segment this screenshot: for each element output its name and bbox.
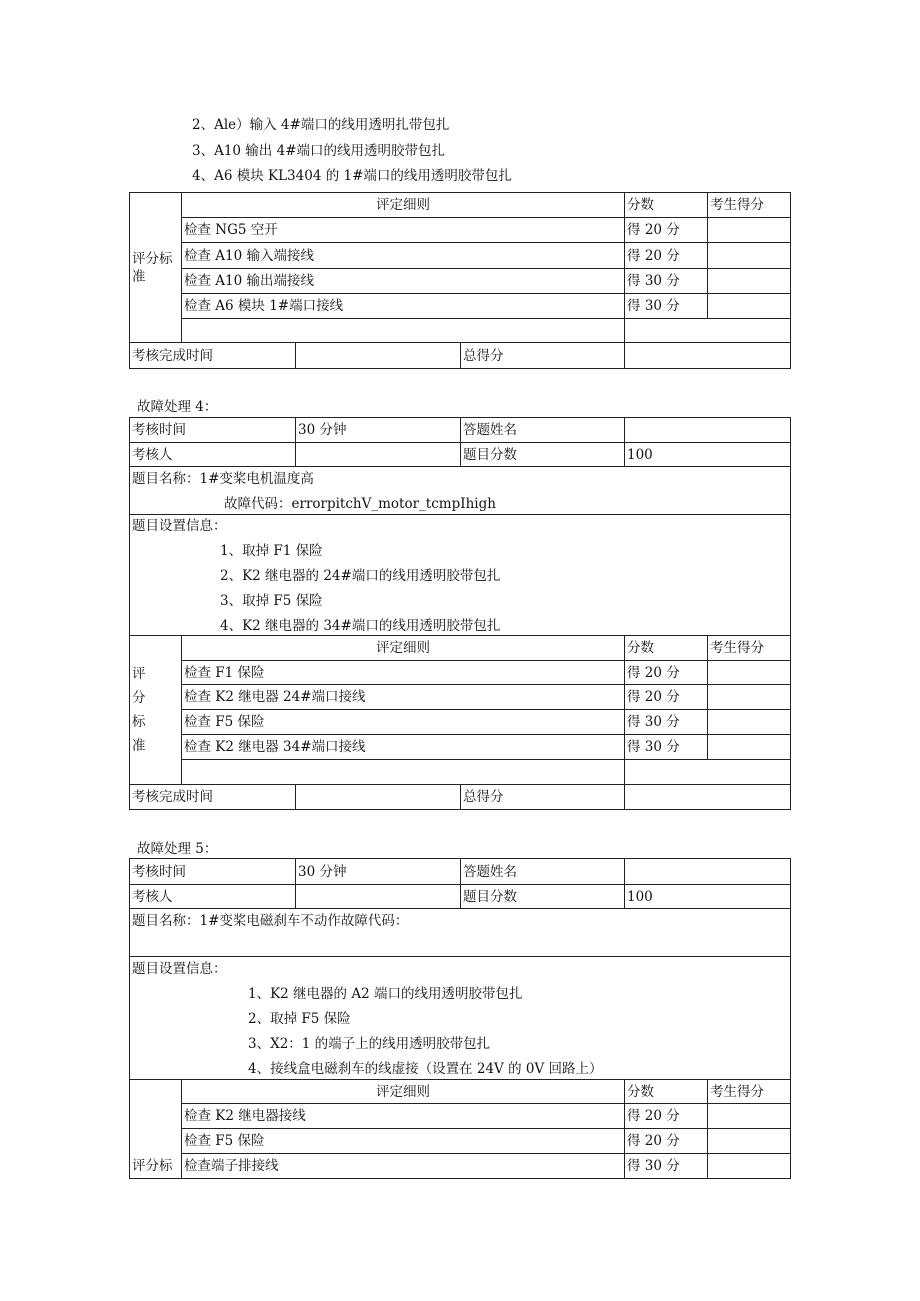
student-score-cell[interactable] [708, 735, 791, 760]
question-points-value: 100 [625, 443, 791, 467]
setup-info-label: 题目设置信息： [132, 961, 227, 977]
exam-time-value: 30 分钟 [296, 859, 461, 885]
intro-line-3: 3、A10 输出 4#端口的线用透明胶带包扎 [192, 143, 445, 159]
criteria-header: 评定细则 [182, 636, 625, 661]
criteria-score: 得 20 分 [625, 1104, 708, 1129]
criteria-item: 检查 A10 输入端接线 [182, 243, 625, 269]
empty-score-cell [625, 319, 791, 343]
empty-score-cell [625, 760, 791, 785]
intro-line-4: 4、A6 模块 KL3404 的 1#端口的线用透明胶带包扎 [192, 168, 512, 184]
fault-code: 故障代码：errorpitchV_motor_tcmpIhigh [224, 496, 496, 512]
criteria-item: 检查 F1 保险 [182, 661, 625, 685]
answer-name-value[interactable] [625, 859, 791, 885]
total-score-label: 总得分 [461, 343, 625, 369]
question-name-cell [130, 467, 791, 515]
criteria-item: 检查端子排接线 [182, 1154, 625, 1179]
examiner-value[interactable] [296, 443, 461, 467]
total-score-value[interactable] [625, 785, 791, 810]
student-score-cell[interactable] [708, 243, 791, 269]
question-points-value: 100 [625, 885, 791, 909]
question-name: 题目名称：1#变桨电磁刹车不动作故障代码： [132, 913, 409, 929]
criteria-item: 检查 A6 模块 1#端口接线 [182, 294, 625, 319]
criteria-item: 检查 K2 继电器接线 [182, 1104, 625, 1129]
points-header: 分数 [625, 1080, 708, 1104]
student-score-header: 考生得分 [708, 1080, 791, 1104]
setup-line: 4、接线盒电磁刹车的线虚接（设置在 24V 的 0V 回路上） [248, 1061, 603, 1077]
criteria-score: 得 20 分 [625, 1129, 708, 1154]
answer-name-value[interactable] [625, 418, 791, 443]
criteria-item: 检查 A10 输出端接线 [182, 269, 625, 294]
completion-time-value[interactable] [296, 785, 461, 810]
scoring-standard-label: 评 分 标 准 [130, 636, 182, 785]
student-score-cell[interactable] [708, 661, 791, 685]
scoring-standard-label-a: 评分标 [132, 250, 173, 267]
question-points-label: 题目分数 [461, 885, 625, 909]
scoring-table-1 [129, 192, 791, 369]
setup-line: 2、K2 继电器的 24#端口的线用透明胶带包扎 [220, 568, 501, 584]
student-score-cell[interactable] [708, 1129, 791, 1154]
points-header: 分数 [625, 193, 708, 218]
criteria-score: 得 30 分 [625, 294, 708, 319]
setup-info-cell [130, 515, 791, 636]
scoring-standard-label: 评分标 [130, 1080, 182, 1179]
student-score-cell[interactable] [708, 294, 791, 319]
student-score-cell[interactable] [708, 1104, 791, 1129]
points-header: 分数 [625, 636, 708, 661]
setup-line: 1、取掉 F1 保险 [220, 543, 323, 559]
criteria-item: 检查 K2 继电器 24#端口接线 [182, 685, 625, 710]
criteria-score: 得 20 分 [625, 218, 708, 243]
criteria-score: 得 20 分 [625, 243, 708, 269]
student-score-cell[interactable] [708, 1154, 791, 1179]
student-score-header: 考生得分 [708, 193, 791, 218]
scoring-standard-label-b: 准 [132, 268, 146, 285]
criteria-item: 检查 F5 保险 [182, 1129, 625, 1154]
setup-line: 4、K2 继电器的 34#端口的线用透明胶带包扎 [220, 618, 501, 634]
criteria-item: 检查 NG5 空开 [182, 218, 625, 243]
student-score-cell[interactable] [708, 685, 791, 710]
empty-criteria-row [182, 760, 625, 785]
exam-time-label: 考核时间 [130, 418, 296, 443]
exam-time-label: 考核时间 [130, 859, 296, 885]
fault5-info-table [129, 858, 791, 1179]
student-score-cell[interactable] [708, 710, 791, 735]
fault5-heading: 故障处理 5： [137, 841, 218, 857]
criteria-header: 评定细则 [182, 193, 625, 218]
setup-line: 3、X2：1 的端子上的线用透明胶带包扎 [248, 1036, 491, 1052]
fault4-info-table [129, 417, 791, 810]
criteria-item: 检查 F5 保险 [182, 710, 625, 735]
intro-line-2: 2、Ale）输入 4#端口的线用透明扎带包扎 [192, 117, 450, 133]
fault4-heading: 故障处理 4： [137, 399, 218, 415]
setup-line: 2、取掉 F5 保险 [248, 1011, 351, 1027]
criteria-score: 得 30 分 [625, 710, 708, 735]
scoring-standard-label [130, 193, 182, 343]
answer-name-label: 答题姓名 [461, 859, 625, 885]
criteria-score: 得 20 分 [625, 685, 708, 710]
criteria-header: 评定细则 [182, 1080, 625, 1104]
setup-line: 3、取掉 F5 保险 [220, 593, 323, 609]
completion-time-label: 考核完成时间 [130, 785, 296, 810]
criteria-score: 得 30 分 [625, 1154, 708, 1179]
criteria-score: 得 20 分 [625, 661, 708, 685]
student-score-cell[interactable] [708, 218, 791, 243]
question-points-label: 题目分数 [461, 443, 625, 467]
examiner-label: 考核人 [130, 443, 296, 467]
answer-name-label: 答题姓名 [461, 418, 625, 443]
criteria-item: 检查 K2 继电器 34#端口接线 [182, 735, 625, 760]
student-score-cell[interactable] [708, 269, 791, 294]
student-score-header: 考生得分 [708, 636, 791, 661]
criteria-score: 得 30 分 [625, 269, 708, 294]
question-name: 题目名称：1#变桨电机温度高 [132, 471, 314, 487]
total-score-value[interactable] [625, 343, 791, 369]
total-score-label: 总得分 [461, 785, 625, 810]
examiner-label: 考核人 [130, 885, 296, 909]
examiner-value[interactable] [296, 885, 461, 909]
setup-info-cell [130, 957, 791, 1080]
setup-line: 1、K2 继电器的 A2 端口的线用透明胶带包扎 [248, 986, 523, 1002]
setup-info-label: 题目设置信息： [132, 518, 227, 534]
empty-criteria-row [182, 319, 625, 343]
completion-time-label: 考核完成时间 [130, 343, 296, 369]
criteria-score: 得 30 分 [625, 735, 708, 760]
completion-time-value[interactable] [296, 343, 461, 369]
exam-time-value: 30 分钟 [296, 418, 461, 443]
question-name-cell [130, 909, 791, 957]
